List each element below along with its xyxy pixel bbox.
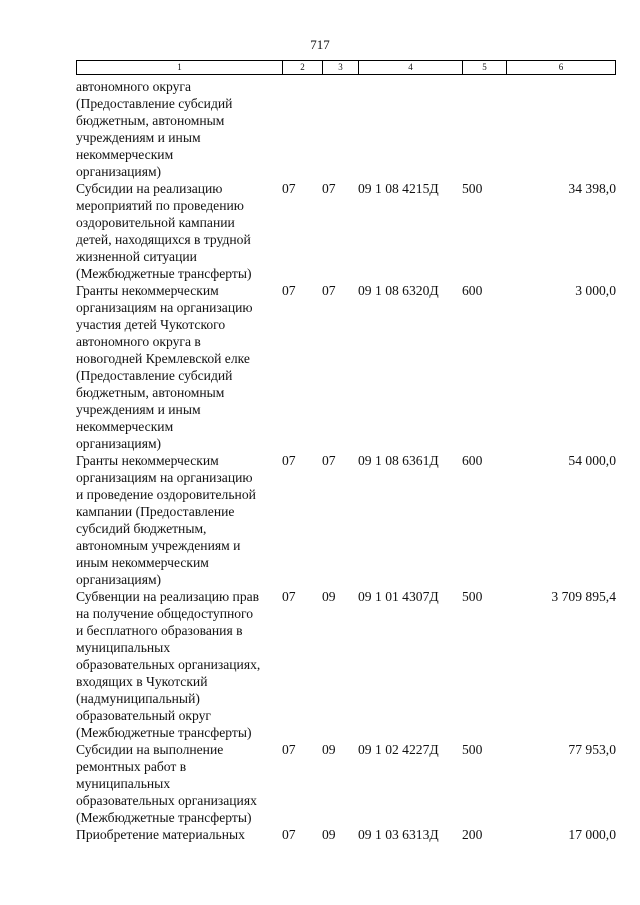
row-subsection: 07 bbox=[322, 181, 336, 196]
row-target-code: 09 1 08 4215Д bbox=[358, 181, 439, 196]
row-subsection: 07 bbox=[322, 453, 336, 468]
row-name: Субвенции на реализацию прав на получение общедоступного и бесплатного образования в муниципальных образовательных организациях, входящих в Чукотский (надмуниципальный) образовательный округ (Межбюджетные трансферты) bbox=[76, 589, 261, 740]
header-col-2: 2 bbox=[283, 61, 323, 74]
row-target-code: 09 1 02 4227Д bbox=[358, 742, 439, 757]
row-section: 07 bbox=[282, 283, 296, 298]
row-name: Гранты некоммерческим организациям на организацию участия детей Чукотского автономного округа в новогодней Кремлевской елке (Предоставление субсидий бюджетным, автономным учреждениям и иным некоммерческим организациям) bbox=[76, 283, 253, 451]
row-name: Приобретение материальных bbox=[76, 827, 245, 842]
row-subsection: 09 bbox=[322, 589, 336, 604]
header-col-4: 4 bbox=[359, 61, 463, 74]
table-row bbox=[76, 741, 622, 826]
row-section: 07 bbox=[282, 453, 296, 468]
row-section: 07 bbox=[282, 827, 296, 842]
table-row bbox=[76, 180, 622, 282]
table-row bbox=[76, 588, 622, 741]
row-section: 07 bbox=[282, 742, 296, 757]
table-row bbox=[76, 826, 622, 843]
table-row bbox=[76, 282, 622, 452]
header-col-6: 6 bbox=[558, 62, 564, 72]
row-name: автономного округа (Предоставление субсидий бюджетным, автономным учреждениям и иным некоммерческим организациям) bbox=[76, 79, 233, 179]
header-col-1: 1 bbox=[77, 61, 283, 74]
row-section: 07 bbox=[282, 589, 296, 604]
row-subsection: 07 bbox=[322, 283, 336, 298]
row-subsection: 09 bbox=[322, 827, 336, 842]
row-target-code: 09 1 08 6361Д bbox=[358, 453, 439, 468]
row-target-code: 09 1 01 4307Д bbox=[358, 589, 439, 604]
row-target-code: 09 1 03 6313Д bbox=[358, 827, 439, 842]
row-expense-type: 200 bbox=[462, 827, 483, 842]
row-target-code: 09 1 08 6320Д bbox=[358, 283, 439, 298]
header-col-5: 5 bbox=[463, 61, 507, 74]
row-name: Субсидии на выполнение ремонтных работ в муниципальных образовательных организациях (Межбюджетные трансферты) bbox=[76, 742, 257, 825]
row-expense-type: 500 bbox=[462, 742, 483, 757]
table-row bbox=[76, 452, 622, 588]
row-name: Субсидии на реализацию мероприятий по проведению оздоровительной кампании детей, находящихся в трудной жизненной ситуации (Межбюджетные трансферты) bbox=[76, 181, 252, 281]
row-expense-type: 500 bbox=[462, 589, 483, 604]
row-amount: 77 953,0 bbox=[568, 742, 616, 757]
table-header bbox=[76, 60, 616, 75]
table-row bbox=[76, 78, 622, 180]
row-expense-type: 600 bbox=[462, 453, 483, 468]
row-amount: 3 000,0 bbox=[575, 283, 616, 298]
header-col-3: 3 bbox=[323, 61, 359, 74]
row-amount: 34 398,0 bbox=[568, 181, 616, 196]
row-name: Гранты некоммерческим организациям на организацию и проведение оздоровительной кампании (Предоставление субсидий бюджетным, автономным учреждениям и иным некоммерческим организациям) bbox=[76, 453, 256, 587]
row-expense-type: 500 bbox=[462, 181, 483, 196]
page-number: 717 bbox=[310, 37, 330, 52]
row-section: 07 bbox=[282, 181, 296, 196]
table-body bbox=[76, 78, 622, 843]
row-amount: 3 709 895,4 bbox=[551, 589, 616, 604]
row-amount: 17 000,0 bbox=[568, 827, 616, 842]
row-amount: 54 000,0 bbox=[568, 453, 616, 468]
row-expense-type: 600 bbox=[462, 283, 483, 298]
row-subsection: 09 bbox=[322, 742, 336, 757]
